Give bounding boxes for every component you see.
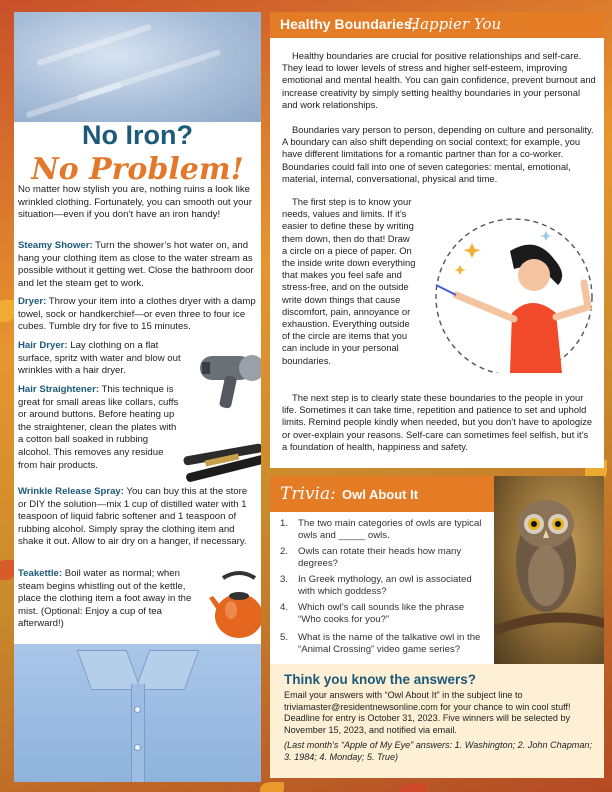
article-title-line1: No Iron? — [82, 120, 193, 150]
boundaries-title: Healthy Boundaries, — [280, 16, 416, 32]
tip-text: Throw your item into a clothes dryer with a damp towel, sock or handkerchief—or even three to four ice cubes. Tumble dry for five to 15 minutes. — [18, 296, 256, 333]
leaf-decoration — [400, 783, 426, 792]
tip-label: Teakettle: — [18, 568, 63, 579]
boundaries-paragraph-2: Boundaries vary person to person, depending on culture and personality. A boundary can also shift depending on social context; for example, you have different limitations for a romantic partner than for a co-worker. Boundaries could fall into one of seven categories: mental, emotional, material, internal, conversational, physical and time. — [282, 124, 594, 184]
tip-text: You can buy this at the store or DIY the solution—mix 1 cup of distilled water with 1 teaspoon of liquid fabric softener and 1 teaspoon of rubbing alcohol. Simply spray the clothing item and shake it out. Allow to air dry on a hanger, if necessary. — [18, 486, 248, 548]
tip-text: Lay clothing on a flat surface, spritz with water and blow out wrinkles with a hair dryer. — [18, 340, 181, 377]
wrinkled-shirt-image — [14, 12, 261, 122]
boundary-circle-illustration — [416, 213, 604, 373]
owl-photo — [494, 476, 604, 664]
article-intro: No matter how stylish you are, nothing ruins a look like wrinkled clothing. Fortunately, you can smooth out your situation—even if you don’t have an iron handy! — [18, 184, 252, 221]
boundaries-header-bar — [270, 12, 604, 38]
tip-steamy-shower — [18, 240, 258, 290]
tip-wrinkle-release-spray — [18, 486, 258, 549]
tip-text: Boil water as normal; when steam begins whistling out of the kettle, place the clothing item a foot away in the mist. (Optional: Enjoy a cup of tea afterward!) — [18, 568, 192, 630]
trivia-header-bar — [270, 476, 494, 512]
article-title-line2: No Problem! — [31, 152, 244, 187]
tip-label: Dryer: — [18, 296, 47, 307]
trivia-title-script: Trivia: — [280, 484, 336, 504]
boundaries-paragraph-1: Healthy boundaries are crucial for positive relationships and self-care. They lead to lower levels of stress and higher self-esteem, improving emotional and mental health. You can gain confidence, prevent burnout and increase creativity by simply setting healthy boundaries in your personal and work relationships. — [282, 50, 596, 110]
tip-label: Steamy Shower: — [18, 240, 93, 251]
answers-instructions: Email your answers with “Owl About It” in the subject line to triviamaster@residentnewsonline.com for your chance to win cool stuff! Deadline for entry is October 31, 2023. Five winners will be selected by November 15, 2023, and notified via email. — [284, 690, 571, 735]
trivia-title: Owl About It — [342, 487, 419, 502]
teakettle-image — [209, 568, 261, 648]
boundaries-paragraph-4: The next step is to clearly state these boundaries to the people in your life. Sometimes it can take time, repetition and patience to set and uphold limits. Remind people kindly when needed, but you don’t have to apologize or over-explain your reasons. Self-care can sometimes feel selfish, but it’s a foundation of health, happiness and safety. — [282, 392, 593, 452]
tip-hair-straightener — [18, 384, 182, 472]
no-iron-article — [14, 12, 261, 782]
last-month-answers: (Last month’s “Apple of My Eye” answers: 1. Washington; 2. John Chapman; 3. 1984; 4. Monday; 5. True) — [284, 740, 592, 762]
hair-dryer-image — [192, 350, 261, 414]
trivia-section: Trivia: Owl About It 1. The two main categories of owls are typical owls and _____ owls. 2. Owls can rotate their heads how many degrees? 3. In Greek mythology, an owl is associated with which goddess? 4. Which owl’s call sounds like the phrase “Who cooks for you?” 5. What is the name of the talkative owl in the “Animal Crossing” video game series? — [270, 476, 604, 664]
tip-label: Hair Straightener: — [18, 384, 100, 395]
tip-text: Turn the shower’s hot water on, and hang your clothing item as close to the water stream as possible without it getting wet. Close the bathroom door and let the steam get to work. — [18, 240, 254, 289]
answers-section — [270, 664, 604, 778]
answers-heading: Think you know the answers? — [284, 672, 477, 687]
boundaries-title-script: Happier You — [407, 15, 502, 33]
leaf-decoration — [260, 782, 284, 792]
tip-text: This technique is great for small areas like collars, cuffs or around buttons. Before heating up the straightener, clean the plates with a cotton ball soaked in rubbing alcohol. This removes any residue from hair products. — [18, 384, 179, 471]
boundaries-paragraph-3: The first step is to know your needs, values and limits. If it’s easier to define these by writing them down, then do that! Draw a circle on a piece of paper. On the inside write down everything that makes you feel safe and stress-free, and on the outside write down things that cause discomfort, pain, annoyance or exhaustion. Everything outside of the circle are items that you can include in your personal boundaries. — [282, 196, 416, 366]
tip-dryer — [18, 296, 258, 334]
tip-hair-dryer — [18, 340, 186, 378]
hair-straightener-image — [179, 440, 261, 484]
tip-label: Hair Dryer: — [18, 340, 68, 351]
folded-shirt-image — [14, 644, 261, 782]
tip-teakettle — [18, 568, 204, 631]
tip-label: Wrinkle Release Spray: — [18, 486, 124, 497]
